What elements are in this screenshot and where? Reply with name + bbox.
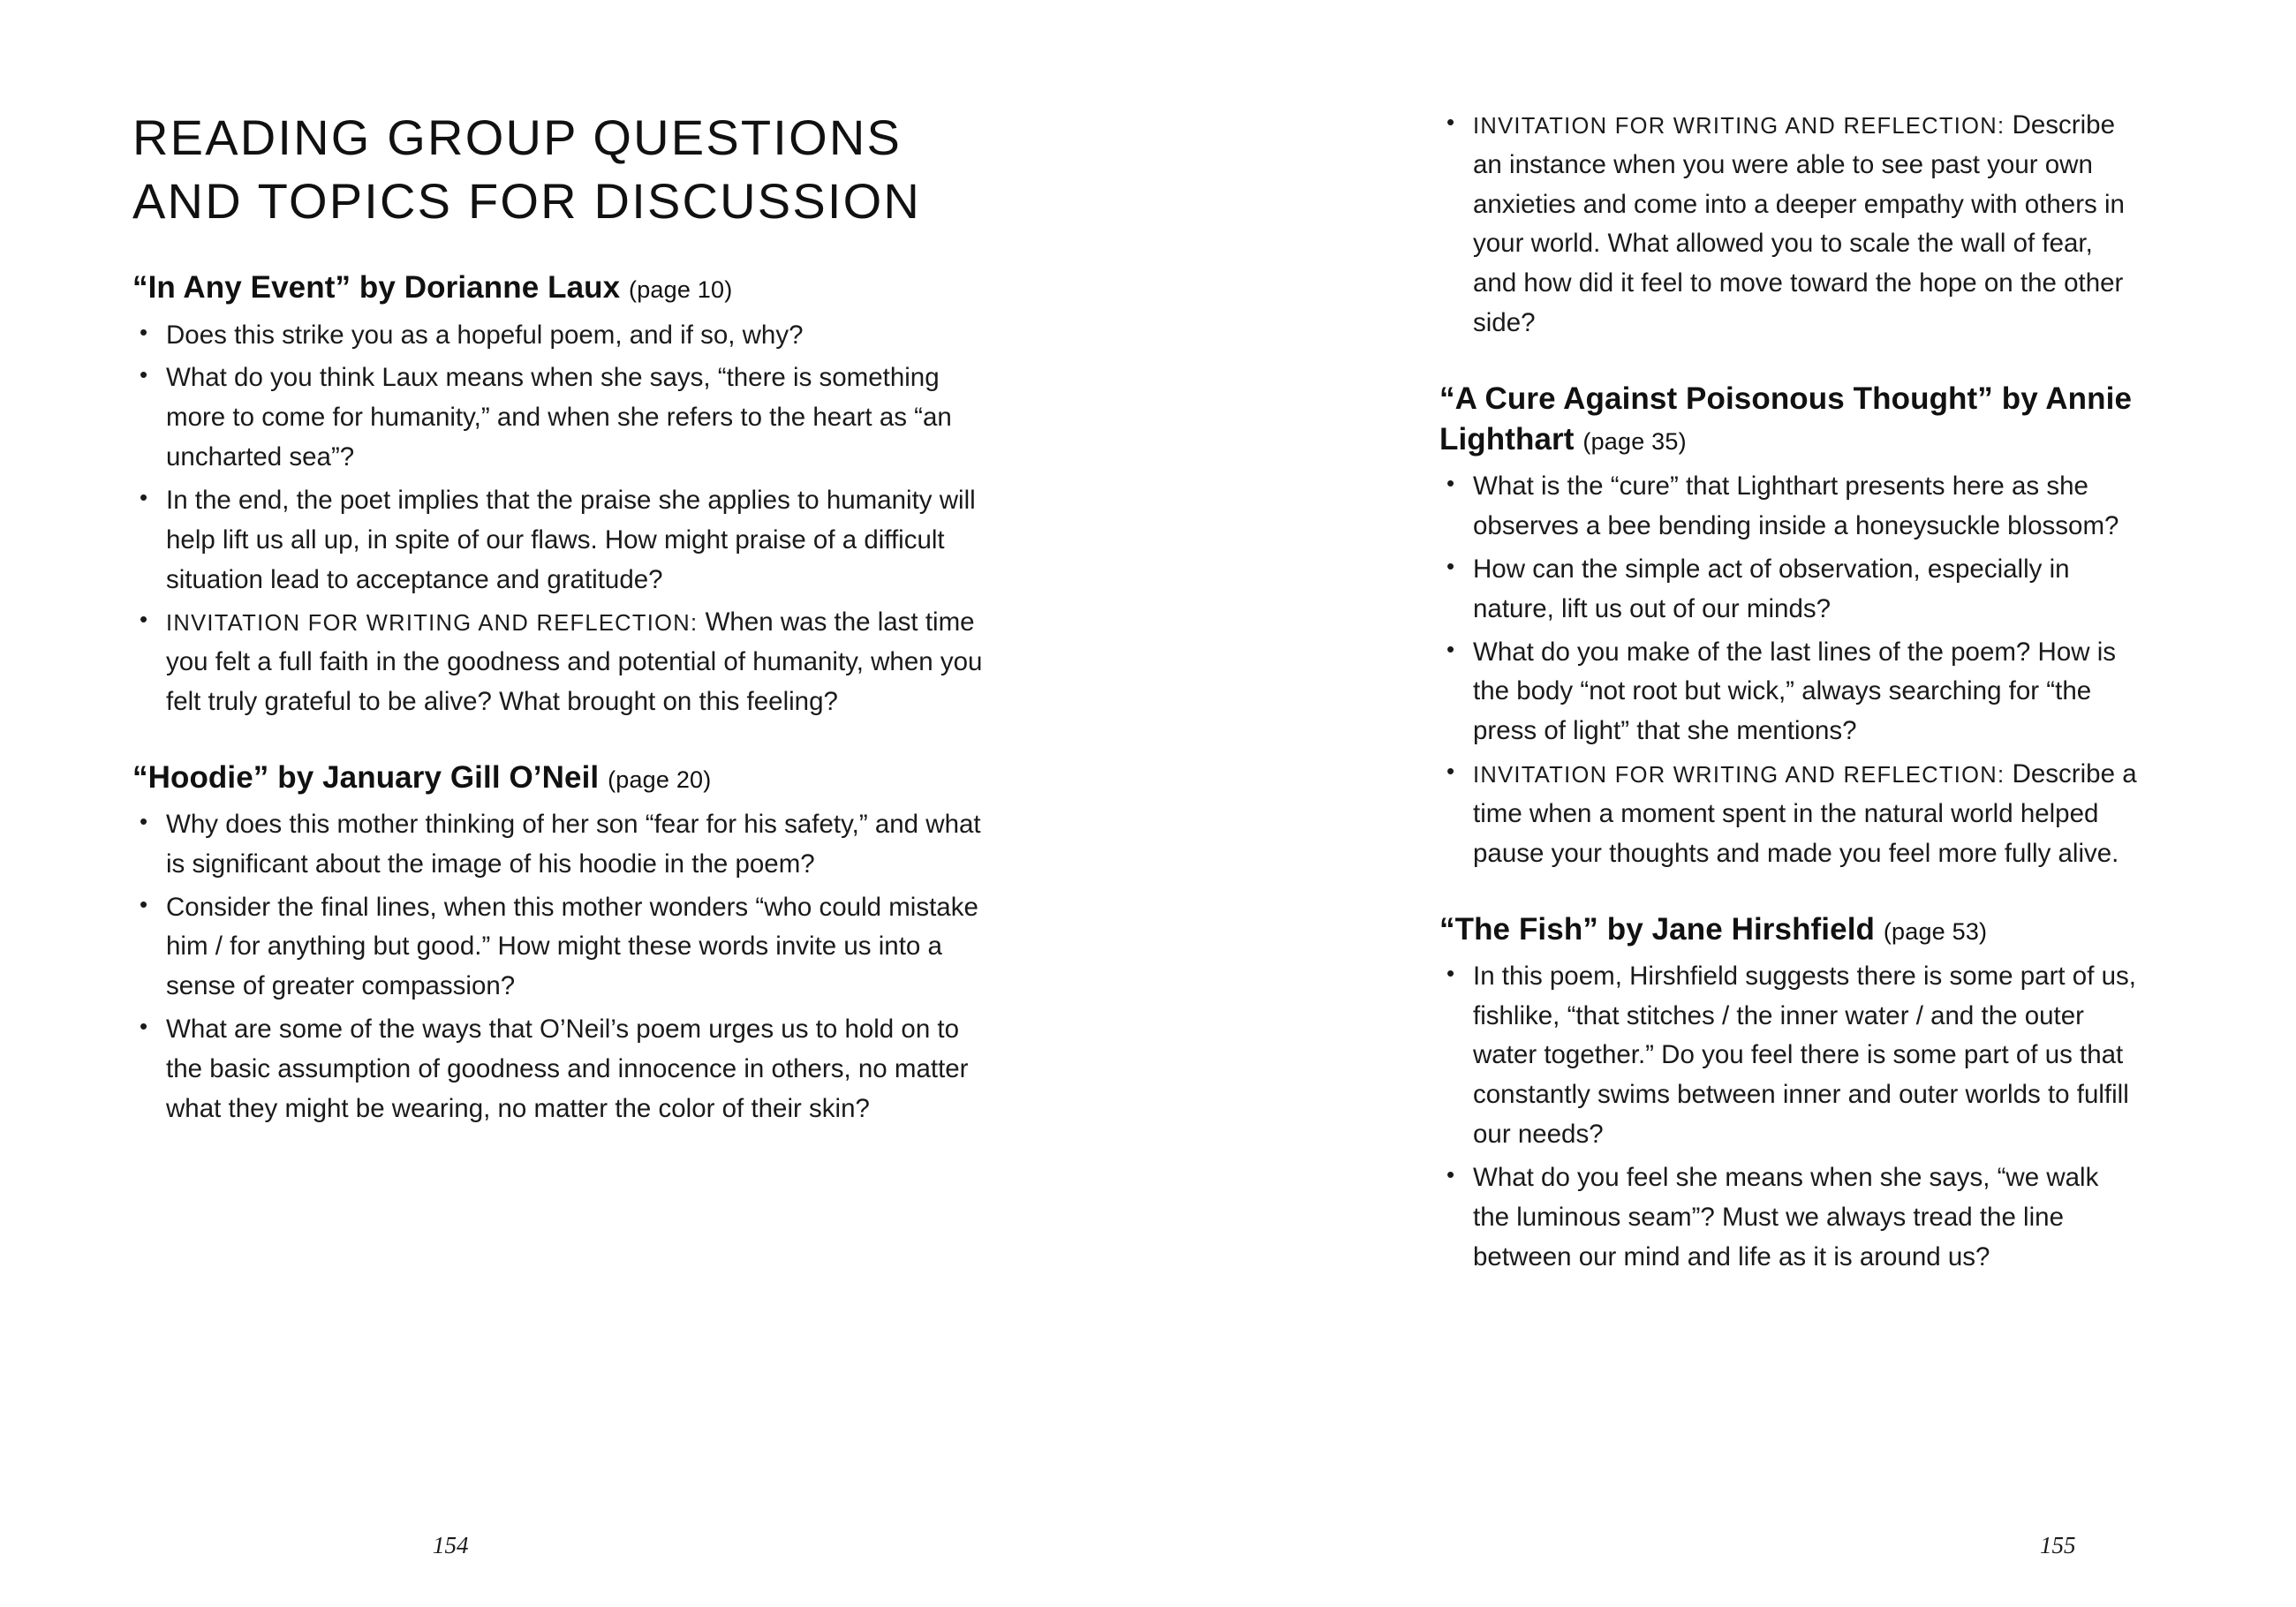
- poem-heading-title: “Hoodie” by January Gill O’Neil: [132, 759, 600, 795]
- invitation-label: INVITATION FOR WRITING AND REFLECTION:: [166, 611, 699, 637]
- question-text: When was the last time you felt a full faith in the goodness and potential of humanity, when you felt truly grateful to be alive? What brought on this feeling?: [166, 607, 983, 716]
- question-list: [1439, 106, 2137, 343]
- question-text: In the end, the poet implies that the praise she applies to humanity will help lift us all up, in spite of our flaws. How might praise of a difficult situation lead to acceptance and gratitude?: [166, 485, 976, 594]
- continued-questions: [1439, 106, 2137, 343]
- poem-heading: [132, 268, 989, 308]
- page-number-left: 154: [433, 1532, 469, 1558]
- question-list: [1439, 957, 2137, 1278]
- list-item: [132, 316, 989, 356]
- list-item: [1439, 550, 2137, 630]
- question-text: Why does this mother thinking of her son “fear for his safety,” and what is significant about the image of his hoodie in the poem?: [166, 810, 981, 879]
- list-item: [132, 805, 989, 885]
- question-text: What is the “cure” that Lighthart presents here as she observes a bee bending inside a honeysuckle blossom?: [1473, 472, 2119, 541]
- poem-heading: [132, 758, 989, 798]
- invitation-label: INVITATION FOR WRITING AND REFLECTION:: [1473, 763, 2005, 788]
- list-item: [132, 1010, 989, 1128]
- question-text: What do you make of the last lines of the poem? How is the body “not root but wick,” always searching for “the press of light” that she mentions?: [1473, 637, 2117, 746]
- poem-page-reference: (page 20): [608, 766, 712, 793]
- poem-page-reference: (page 35): [1582, 428, 1687, 456]
- question-text: What are some of the ways that O’Neil’s poem urges us to hold on to the basic assumption of goodness and innocence in others, no matter what they might be wearing, no matter the color of their skin?: [166, 1015, 969, 1123]
- question-list: [132, 316, 989, 722]
- list-item: [132, 358, 989, 477]
- question-list: [132, 805, 989, 1129]
- left-page: [132, 106, 1148, 1558]
- list-item: [1439, 106, 2137, 343]
- list-item: [1439, 633, 2137, 751]
- poem-section-the-fish: [1439, 909, 2137, 1278]
- poem-page-reference: (page 10): [629, 276, 733, 304]
- poem-section-hoodie: [132, 758, 989, 1129]
- question-text: Consider the final lines, when this mother wonders “who could mistake him / for anything but good.” How might these words invite us into a sense of greater compassion?: [166, 892, 978, 1001]
- poem-heading-title: “The Fish” by Jane Hirshfield: [1439, 911, 1876, 947]
- list-item: [132, 888, 989, 1007]
- question-text: Describe a time when a moment spent in the natural world helped pause your thoughts and made you feel more fully alive.: [1473, 759, 2137, 868]
- question-list: [1439, 467, 2137, 873]
- question-text: Describe an instance when you were able to see past your own anxieties and come into a deeper empathy with others in your world. What allowed you to scale the wall of fear, and how did it feel to move toward the hope on the other side?: [1473, 110, 2125, 338]
- list-item: [1439, 755, 2137, 873]
- page-number-right: 155: [2040, 1532, 2076, 1558]
- list-item: [1439, 1158, 2137, 1277]
- list-item: [1439, 957, 2137, 1155]
- question-text: What do you think Laux means when she says, “there is something more to come for humanity,” and when she refers to the heart as “an uncharted sea”?: [166, 363, 952, 472]
- question-text: Does this strike you as a hopeful poem, and if so, why?: [166, 320, 804, 350]
- invitation-label: INVITATION FOR WRITING AND REFLECTION:: [1473, 114, 2005, 139]
- question-text: What do you feel she means when she says, “we walk the luminous seam”? Must we always tread the line between our mind and life as it is around us?: [1473, 1162, 2099, 1271]
- list-item: [132, 603, 989, 721]
- poem-heading: [1439, 379, 2137, 460]
- poem-heading-title: “In Any Event” by Dorianne Laux: [132, 270, 621, 306]
- right-page: [1148, 106, 2164, 1558]
- question-text: How can the simple act of observation, especially in nature, lift us out of our minds?: [1473, 555, 2070, 623]
- page-title: READING GROUP QUESTIONS AND TOPICS FOR DISCUSSION: [132, 109, 922, 229]
- poem-section-a-cure-against-poisonous-thought: [1439, 379, 2137, 874]
- list-item: [1439, 467, 2137, 547]
- poem-page-reference: (page 53): [1883, 917, 1988, 945]
- poem-section-in-any-event: [132, 268, 989, 721]
- poem-heading: [1439, 909, 2137, 950]
- list-item: [132, 481, 989, 600]
- question-text: In this poem, Hirshfield suggests there is some part of us, fishlike, “that stitches / the inner water / and the outer water together.” Do you feel there is some part of us that constantly swims between inner and outer worlds to fulfill our needs?: [1473, 961, 2136, 1150]
- poem-heading-title: “A Cure Against Poisonous Thought” by Annie Lighthart: [1439, 381, 2133, 457]
